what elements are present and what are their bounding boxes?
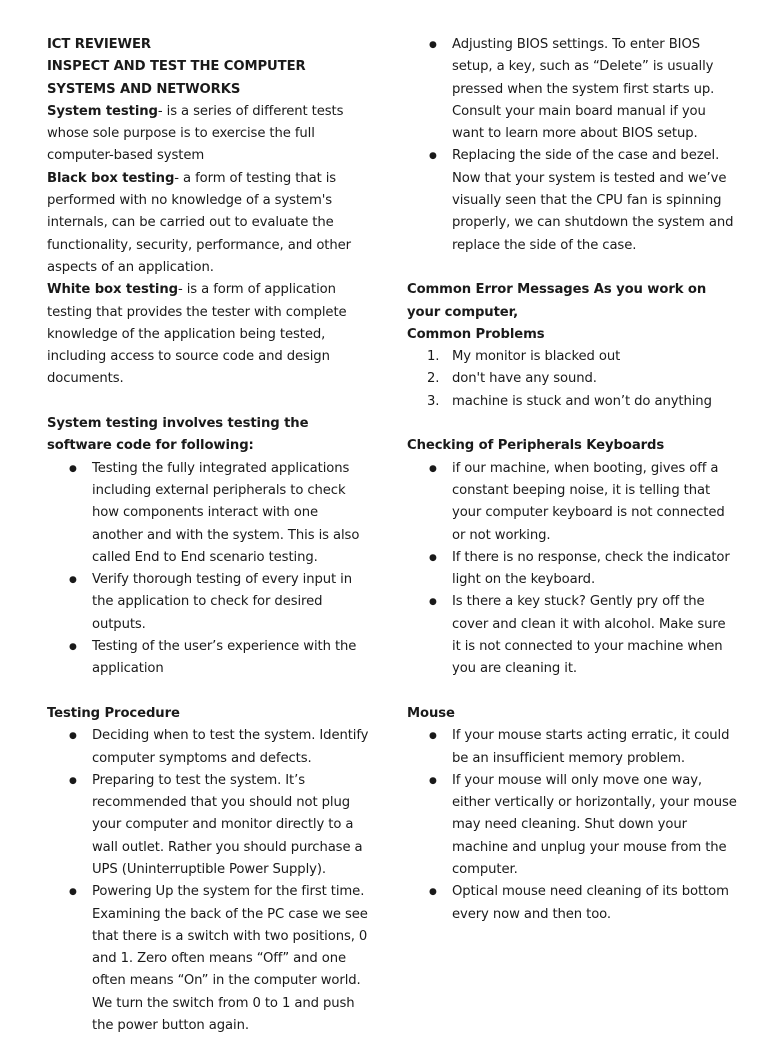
list-item: [407, 391, 737, 413]
list-item: ● Optical mouse need cleaning of its bottom every now and then too.: [407, 881, 737, 926]
keyboards-heading: Checking of Peripherals Keyboards: [407, 438, 665, 454]
definition-text: - is a series of different tests whose sole purpose is to exercise the full computer-based system: [47, 103, 344, 164]
left-column: [47, 34, 372, 1037]
mouse-list: [407, 725, 737, 926]
keyboards-list: [407, 458, 737, 681]
list-item: ● If there is no response, check the indicator light on the keyboard.: [407, 547, 737, 592]
list-item: ● Verify thorough testing of every input in the application to check for desired outputs.: [47, 569, 372, 636]
right-column: [407, 34, 737, 926]
list-number: 1.: [427, 349, 440, 365]
mouse-heading: Mouse: [407, 705, 455, 721]
testing-procedure-list-continued: [407, 34, 737, 257]
list-item: ● If your mouse will only move one way, either vertically or horizontally, your mouse may need cleaning. Shut down your machine and unplug your mouse from the computer.: [407, 770, 737, 881]
list-item: ● If your mouse starts acting erratic, it could be an insufficient memory problem.: [407, 725, 737, 770]
system-testing-heading: System testing involves testing the software code for following:: [47, 416, 309, 454]
list-item: ● Deciding when to test the system. Identify computer symptoms and defects.: [47, 725, 372, 770]
list-item: ● Testing the fully integrated applications including external peripherals to check how components interact with one another and with the system. This is also called End to End scenario testing.: [47, 458, 372, 569]
definition-text: - a form of testing that is performed with no knowledge of a system's internals, can be carried out to evaluate the functionality, security, performance, and other aspects of an application.: [47, 170, 351, 275]
list-item: ● Replacing the side of the case and bezel. Now that your system is tested and we’ve visually seen that the CPU fan is spinning properly, we can shutdown the system and replace the side of the case.: [407, 145, 737, 256]
list-item: ● Testing of the user’s experience with the application: [47, 636, 372, 681]
list-text: don't have any sound.: [452, 371, 597, 387]
list-text: machine is stuck and won’t do anything: [452, 393, 712, 409]
list-item: ● Powering Up the system for the first time. Examining the back of the PC case we see that there is a switch with two positions, 0 and 1. Zero often means “Off” and one often means “On” in the computer world. We turn the switch from 0 to 1 and push the power button again.: [47, 881, 372, 1037]
definition-text: - is a form of application testing that provides the tester with complete knowledge of the application being tested, including access to source code and design documents.: [47, 282, 347, 387]
list-number: 2.: [427, 371, 440, 387]
list-item: ● Is there a key stuck? Gently pry off the cover and clean it with alcohol. Make sure it is not connected to your machine when you are cleaning it.: [407, 591, 737, 680]
list-text: My monitor is blacked out: [452, 349, 621, 365]
testing-procedure-heading: Testing Procedure: [47, 705, 180, 721]
system-testing-list: [47, 458, 372, 681]
definition-term: White box testing: [47, 282, 178, 298]
testing-procedure-list: [47, 725, 372, 1037]
list-item: ● if our machine, when booting, gives off a constant beeping noise, it is telling that your computer keyboard is not connected or not working.: [407, 458, 737, 547]
doc-title: ICT REVIEWER: [47, 37, 151, 52]
list-item: [407, 346, 737, 368]
doc-subtitle: INSPECT AND TEST THE COMPUTER SYSTEMS AND NETWORKS: [47, 59, 306, 97]
errors-heading: Common Error Messages As you work on your computer,: [407, 282, 707, 320]
list-item: [407, 368, 737, 390]
definition-term: System testing: [47, 103, 158, 119]
list-item: ● Preparing to test the system. It’s recommended that you should not plug your computer and monitor directly to a wall outlet. Rather you should purchase a UPS (Uninterruptible Power Supply).: [47, 770, 372, 881]
definition-system-testing: [47, 101, 372, 168]
definition-black-box: [47, 168, 372, 279]
definition-white-box: [47, 279, 372, 390]
list-item: ● Adjusting BIOS settings. To enter BIOS setup, a key, such as “Delete” is usually pressed when the system first starts up. Consult your main board manual if you want to learn more about BIOS setup.: [407, 34, 737, 145]
definition-term: Black box testing: [47, 170, 175, 186]
common-problems-heading: Common Problems: [407, 326, 545, 342]
common-problems-list: [407, 346, 737, 413]
list-number: 3.: [427, 393, 440, 409]
